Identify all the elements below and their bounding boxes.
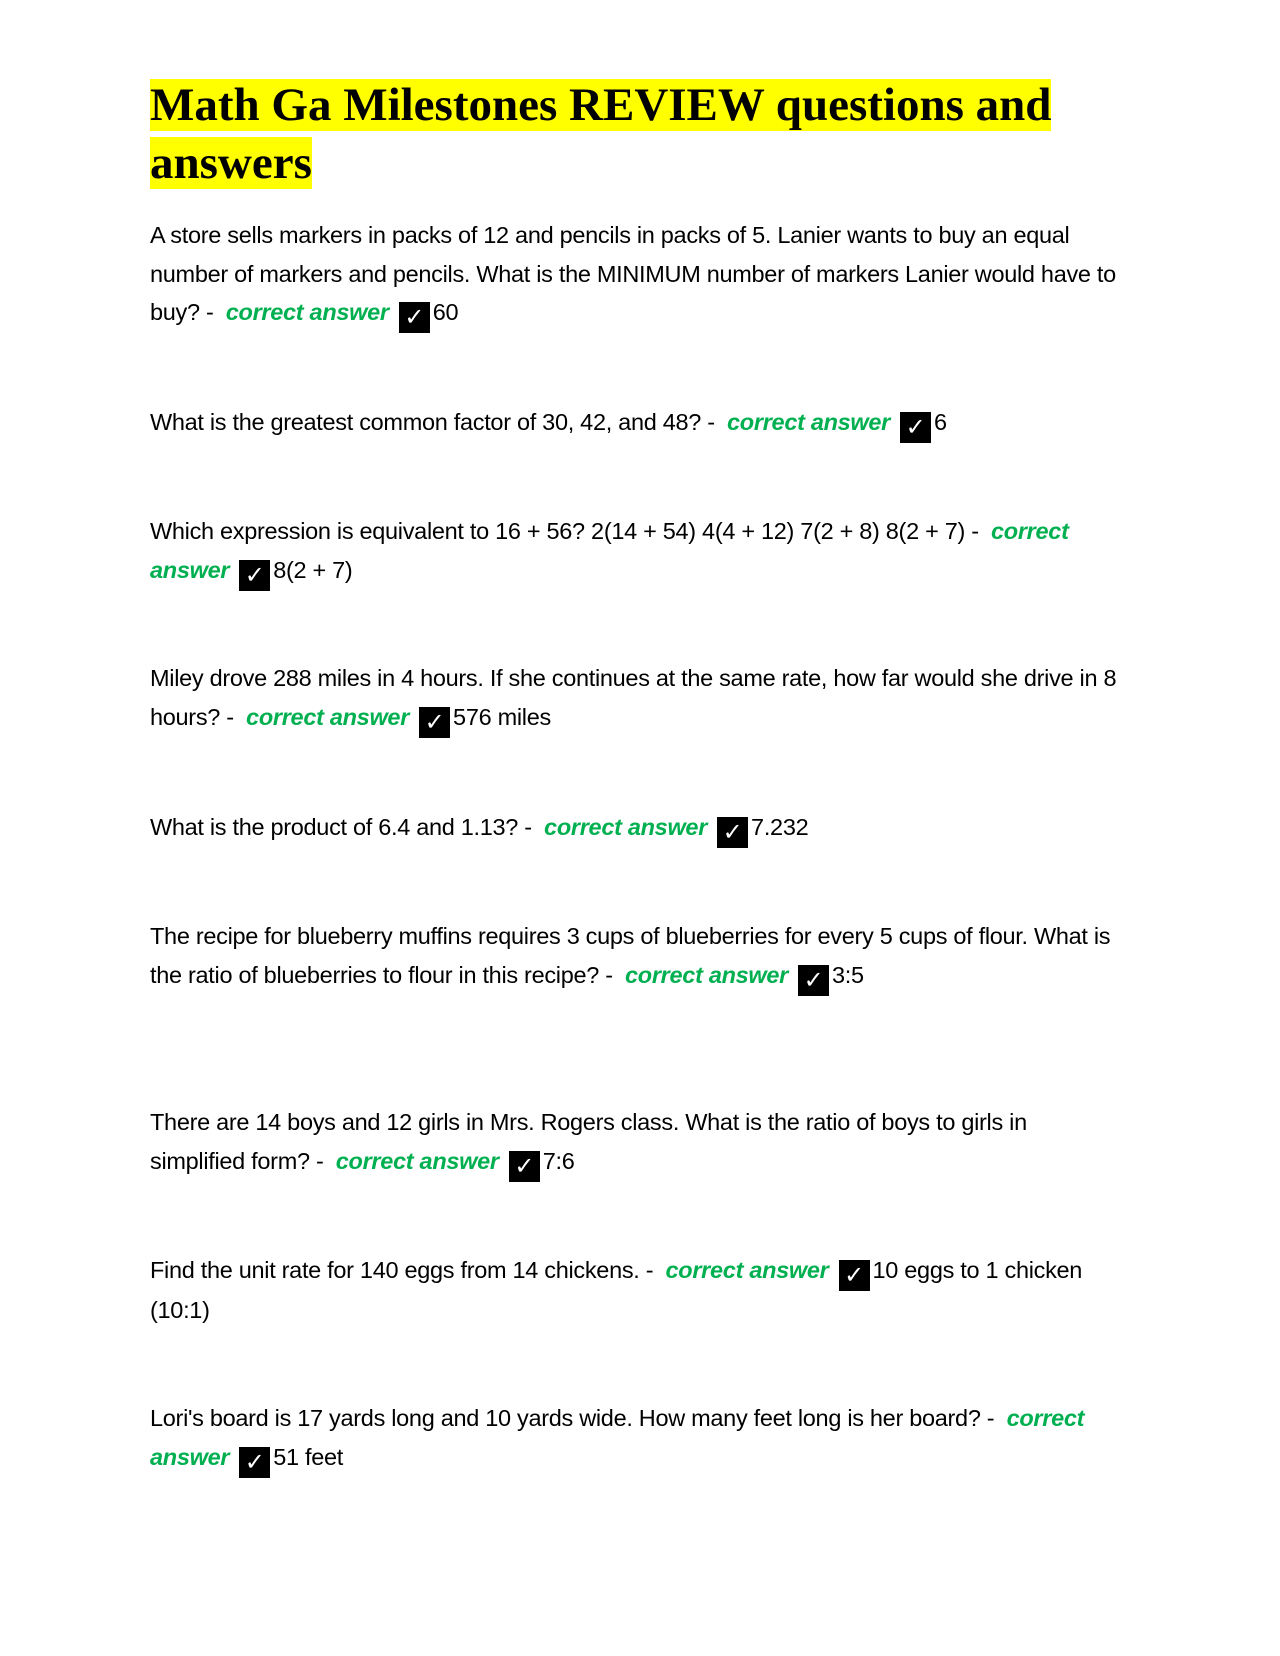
check-icon: ✓ xyxy=(900,412,931,443)
correct-answer-label: correct answer xyxy=(335,1147,499,1174)
correct-answer-label: correct answer xyxy=(150,518,1069,583)
question-text: There are 14 boys and 12 girls in Mrs. Rogers class. What is the ratio of boys to girls in simplified form? - xyxy=(150,1109,1027,1174)
answer-text: 7:6 xyxy=(542,1147,575,1174)
question-text: The recipe for blueberry muffins requires 3 cups of blueberries for every 5 cups of flour. What is the ratio of blueberries to flour in this recipe? - xyxy=(150,923,1111,988)
correct-answer-label: correct answer xyxy=(225,299,389,325)
check-icon: ✓ xyxy=(798,965,829,996)
check-icon: ✓ xyxy=(717,817,748,848)
answer-text: 6 xyxy=(934,409,947,435)
question-text: What is the greatest common factor of 30, 42, and 48? - xyxy=(150,409,715,435)
check-icon: ✓ xyxy=(509,1151,540,1182)
correct-answer-label: correct answer xyxy=(727,409,891,435)
check-icon: ✓ xyxy=(839,1260,870,1291)
qa-item xyxy=(150,659,1120,738)
correct-answer-label: correct answer xyxy=(150,1405,1085,1470)
check-icon: ✓ xyxy=(419,707,450,738)
qa-item xyxy=(150,1251,1120,1330)
title-text: Math Ga Milestones REVIEW questions and answers xyxy=(150,79,1052,189)
qa-item xyxy=(150,1399,1120,1478)
qa-item xyxy=(150,808,1120,848)
answer-text: 3:5 xyxy=(832,961,864,988)
check-icon: ✓ xyxy=(239,560,270,591)
answer-text: 7.232 xyxy=(751,814,809,840)
answer-text: 576 miles xyxy=(453,703,551,730)
correct-answer-label: correct answer xyxy=(665,1257,829,1283)
question-text: Lori's board is 17 yards long and 10 yards wide. How many feet long is her board? - xyxy=(150,1405,995,1431)
check-icon: ✓ xyxy=(399,302,430,333)
qa-item xyxy=(150,1103,1120,1182)
question-text: What is the product of 6.4 and 1.13? - xyxy=(150,814,532,840)
qa-item xyxy=(150,512,1120,591)
correct-answer-label: correct answer xyxy=(544,814,708,840)
question-text: Which expression is equivalent to 16 + 56? 2(14 + 54) 4(4 + 12) 7(2 + 8) 8(2 + 7) - xyxy=(150,518,979,544)
question-text: Find the unit rate for 140 eggs from 14 chickens. - xyxy=(150,1257,654,1283)
question-text: A store sells markers in packs of 12 and pencils in packs of 5. Lanier wants to buy an equal number of markers and pencils. What is the MINIMUM number of markers Lanier would have to buy? - xyxy=(150,222,1116,325)
qa-item xyxy=(150,216,1120,333)
correct-answer-label: correct answer xyxy=(625,961,789,988)
answer-text: 51 feet xyxy=(273,1443,343,1470)
question-text: Miley drove 288 miles in 4 hours. If she continues at the same rate, how far would she drive in 8 hours? - xyxy=(150,665,1117,730)
check-icon: ✓ xyxy=(239,1447,270,1478)
answer-text: 8(2 + 7) xyxy=(273,556,353,583)
qa-item xyxy=(150,403,1120,443)
correct-answer-label: correct answer xyxy=(246,703,410,730)
answer-text: 60 xyxy=(432,299,459,325)
answer-text: 10 eggs to 1 chicken (10:1) xyxy=(150,1257,1083,1323)
page-title xyxy=(150,76,1110,192)
qa-item xyxy=(150,917,1120,996)
